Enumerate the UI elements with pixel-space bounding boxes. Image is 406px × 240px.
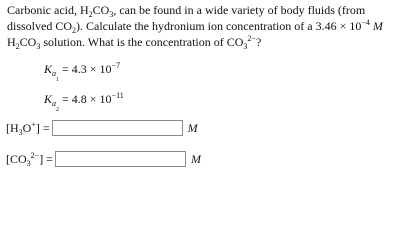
question-text-segment: dissolved CO (7, 19, 73, 33)
ka2-value: = 4.8 × 10 (62, 92, 112, 106)
concentration-unit: M (369, 19, 383, 33)
superscript: −4 (361, 18, 370, 27)
subscript: 2 (88, 10, 93, 19)
superscript: 2− (30, 150, 40, 160)
ka1-value: = 4.3 × 10 (62, 62, 112, 76)
question-line-1 (7, 2, 403, 18)
ka1-subscript-a: a (52, 69, 57, 78)
question-text (7, 2, 403, 50)
subscript: 3 (36, 42, 41, 51)
superscript: + (31, 119, 36, 129)
subscript: 2 (15, 42, 20, 51)
subscript: 2 (72, 26, 77, 35)
subscript: 3 (26, 158, 31, 168)
question-text-segment: H (7, 35, 16, 49)
hydronium-label-part: [H (6, 120, 19, 135)
carbonate-concentration-input[interactable] (55, 151, 186, 167)
question-text-segment: CO (19, 35, 37, 49)
hydronium-concentration-input[interactable] (52, 120, 183, 136)
subscript: 3 (18, 127, 23, 137)
carbonate-label-part: ] = (39, 151, 53, 166)
ka1-subscript-index: 1 (56, 77, 60, 83)
ka2-subscript-index: 2 (56, 107, 60, 113)
ka2-subscript-a: a (52, 99, 57, 108)
question-line-3 (7, 34, 403, 50)
subscript: 3 (243, 42, 248, 51)
hydronium-answer-row (6, 119, 198, 137)
ka1-symbol: K (44, 62, 53, 76)
ka1-exponent: −7 (111, 61, 121, 70)
hydronium-label-part: O (22, 120, 32, 135)
subscript: 3 (109, 10, 114, 19)
carbonate-label (6, 152, 53, 167)
question-text-segment: ). Calculate the hydronium ion concentration of a 3.46 × 10 (76, 19, 362, 33)
question-line-2 (7, 18, 403, 34)
question-text-segment: Carbonic acid, H (7, 3, 89, 17)
hydronium-unit: M (187, 120, 198, 135)
question-text-segment: solution. What is the concentration of CO (40, 35, 244, 49)
hydronium-label-part: ] = (35, 120, 50, 135)
ka1-subscript (52, 69, 60, 83)
carbonate-answer-row (6, 150, 201, 168)
ka1-constant (44, 62, 120, 83)
ka2-subscript (52, 99, 60, 113)
question-text-segment: CO (92, 3, 110, 17)
question-text-segment: , can be found in a wide variety of body fluids (from (113, 3, 366, 17)
carbonate-label-part: [CO (6, 151, 27, 166)
superscript: 2− (247, 34, 256, 43)
ka2-exponent: −11 (111, 91, 124, 100)
ka2-constant (44, 92, 124, 113)
ka2-symbol: K (44, 92, 53, 106)
carbonate-unit: M (190, 151, 201, 166)
question-text-segment: ? (255, 35, 262, 49)
hydronium-label (6, 121, 50, 136)
